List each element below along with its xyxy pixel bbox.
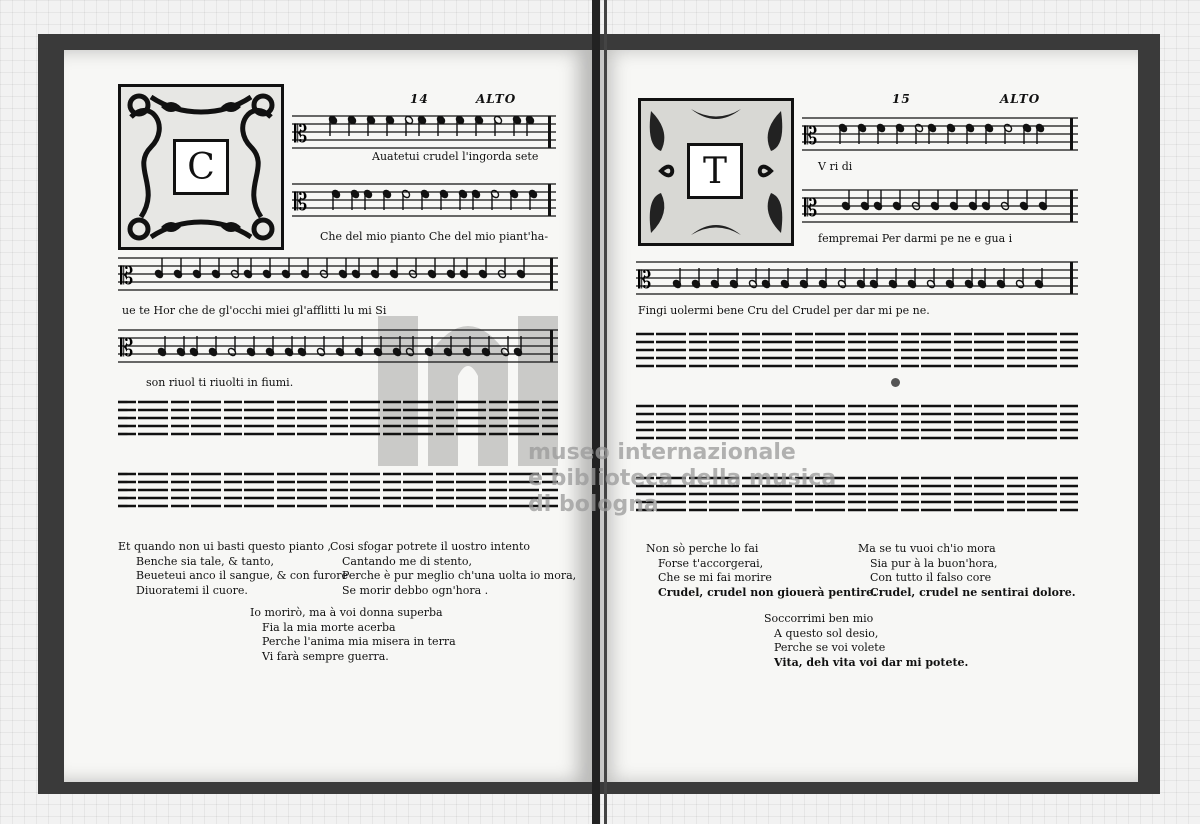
poem-line: Et quando non ui basti questo pianto , — [118, 540, 332, 553]
poem-line: Sia pur à la buon'hora, — [870, 556, 998, 570]
right-stanza-2 — [764, 612, 968, 670]
poem-line: Con tutto il falso core — [870, 571, 992, 584]
book-gutter-shadow — [604, 0, 607, 824]
watermark-line: di bologna — [528, 492, 659, 517]
music-staff — [802, 186, 1078, 228]
decorated-initial-t — [638, 98, 794, 246]
left-stanza-col1 — [118, 540, 348, 598]
poem-line: Soccorrimi ben mio — [764, 612, 874, 625]
poem-line: Perche se voi volete — [774, 641, 886, 654]
empty-music-staff — [118, 398, 558, 440]
watermark-line: museo internazionale — [528, 440, 796, 465]
poem-line: Perche l'anima mia misera in terra — [262, 635, 456, 648]
poem-line: Ma se tu vuoi ch'io mora — [858, 542, 996, 555]
poem-line: Se morir debbo ogn'hora . — [342, 583, 489, 597]
ink-spot — [891, 378, 900, 387]
initial-letter-t: T — [687, 143, 743, 199]
empty-music-staff — [118, 470, 558, 512]
svg-text:𝄡: 𝄡 — [294, 188, 308, 216]
poem-line: Forse t'accorgerai, — [658, 556, 764, 570]
right-voice-part: ALTO — [1000, 92, 1041, 106]
poem-line: Beueteui anco il sangue, & con furore — [136, 569, 349, 582]
poem-line: A questo sol desio, — [774, 626, 879, 640]
watermark-text — [528, 440, 836, 518]
poem-line: Diuoratemi il cuore. — [136, 583, 248, 597]
poem-line: Perche è pur meglio ch'una uolta io mora, — [342, 569, 577, 582]
right-page-number: 15 — [892, 92, 911, 106]
empty-music-staff — [636, 330, 1078, 372]
lyric-line: Che del mio pianto Che del mio piant'ha- — [320, 230, 549, 243]
left-voice-part: ALTO — [476, 92, 517, 106]
poem-line: Vi farà sempre guerra. — [262, 649, 389, 663]
poem-line: Io morirò, ma à voi donna superba — [250, 606, 443, 619]
poem-line: Vita, deh vita voi dar mi potete. — [774, 655, 969, 669]
music-staff — [292, 112, 556, 154]
poem-line: Non sò perche lo fai — [646, 542, 759, 555]
svg-text:𝄡: 𝄡 — [804, 194, 818, 222]
left-stanza-2 — [250, 606, 456, 664]
poem-line: Che se mi fai morire — [658, 571, 772, 584]
initial-letter-c: C — [173, 139, 229, 195]
right-stanza-col1 — [646, 542, 877, 600]
svg-text:𝄡: 𝄡 — [294, 120, 308, 148]
poem-line: Crudel, crudel ne sentirai dolore. — [870, 585, 1076, 599]
lyric-line: Fingi uolermi bene Cru del Crudel per dar mi pe ne. — [638, 304, 930, 317]
lyric-line: V ri di — [818, 160, 853, 173]
left-stanza-col2 — [330, 540, 576, 598]
svg-text:𝄡: 𝄡 — [804, 122, 818, 150]
svg-text:𝄡: 𝄡 — [638, 266, 652, 294]
poem-line: Cantando me di stento, — [342, 554, 472, 568]
book-gutter — [592, 0, 600, 824]
poem-line: Benche sia tale, & tanto, — [136, 554, 275, 568]
lyric-line: Auatetui crudel l'ingorda sete — [372, 150, 539, 163]
lyric-line: ue te Hor che de gl'occhi miei gl'afflitti lu mi Si — [122, 304, 387, 317]
poem-line: Crudel, crudel non giouerà pentire. — [658, 585, 877, 599]
music-staff — [802, 114, 1078, 156]
right-stanza-col2 — [858, 542, 1076, 600]
left-page-number: 14 — [410, 92, 429, 106]
poem-line: Cosi sfogar potrete il uostro intento — [330, 540, 531, 553]
watermark-line: e biblioteca della musica — [528, 466, 837, 491]
music-staff — [636, 258, 1078, 300]
music-staff — [118, 326, 558, 368]
empty-music-staff — [636, 402, 1078, 444]
svg-text:𝄡: 𝄡 — [120, 334, 134, 362]
music-staff — [118, 254, 558, 296]
lyric-line: fempremai Per darmi pe ne e gua i — [818, 232, 1013, 245]
poem-line: Fia la mia morte acerba — [262, 620, 396, 634]
lyric-line: son riuol ti riuolti in fiumi. — [146, 376, 294, 389]
svg-text:𝄡: 𝄡 — [120, 262, 134, 290]
decorated-initial-c — [118, 84, 284, 250]
music-staff — [292, 180, 556, 222]
